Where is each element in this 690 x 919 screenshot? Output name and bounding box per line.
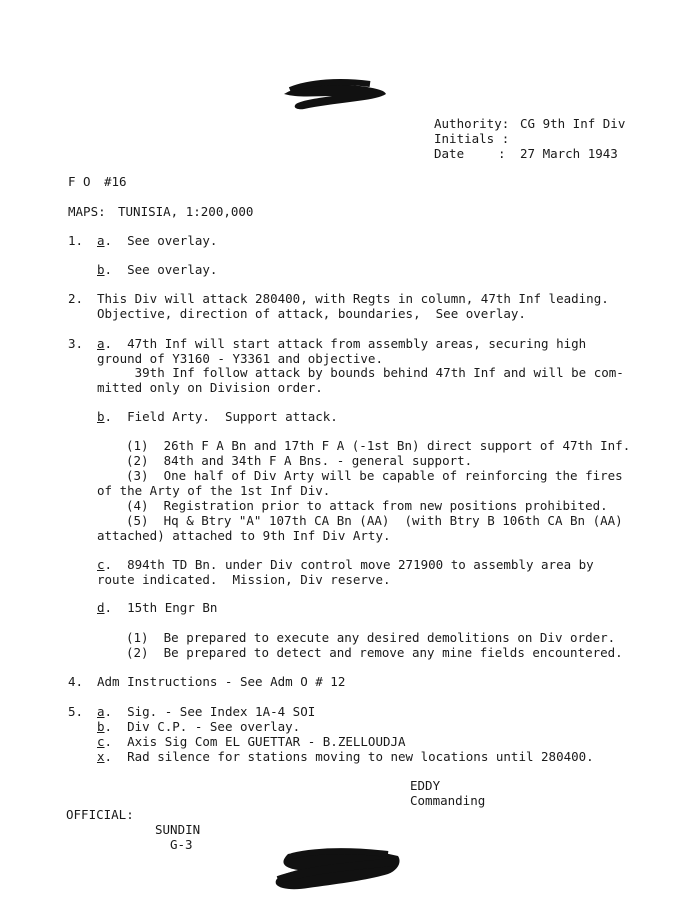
para5-x-text: . Rad silence for stations moving to new locations until 280400. <box>104 749 594 764</box>
para3-b-letter: b <box>97 409 105 424</box>
para3-a-line3: 39th Inf follow attack by bounds behind 47th Inf and will be com- <box>97 365 624 380</box>
para3-c-text: . 894th TD Bn. under Div control move 271900 to assembly area by <box>104 557 594 572</box>
para3-b-item-3-cont: of the Arty of the 1st Inf Div. <box>97 483 331 498</box>
para5-a-letter: a <box>97 704 105 719</box>
fo-number: #16 <box>104 174 127 189</box>
para2-number: 2. <box>68 291 84 306</box>
para3-b-item-1: (1) 26th F A Bn and 17th F A (-1st Bn) direct support of 47th Inf. <box>126 438 631 453</box>
para3-d <box>97 601 217 615</box>
para1-a <box>97 234 217 248</box>
redaction-mark-top <box>280 76 390 112</box>
para5-c-letter: c <box>97 734 105 749</box>
para3-d-letter: d <box>97 600 105 615</box>
para1-a-text: . See overlay. <box>104 233 218 248</box>
para5-item-x <box>97 750 594 764</box>
para3-b-item-2: (2) 84th and 34th F A Bns. - general support. <box>126 453 473 468</box>
authority-value: CG 9th Inf Div <box>520 116 626 131</box>
maps-value: TUNISIA, 1:200,000 <box>118 204 254 219</box>
para3-b-text: . Field Arty. Support attack. <box>104 409 338 424</box>
para3-c-line2: route indicated. Mission, Div reserve. <box>97 572 391 587</box>
para1-b <box>97 263 217 277</box>
para1-number: 1. <box>68 233 84 248</box>
para3-number: 3. <box>68 336 84 351</box>
para4-number: 4. <box>68 674 84 689</box>
para3-a-line2: ground of Y3160 - Y3361 and objective. <box>97 351 383 366</box>
official-name: SUNDIN <box>155 822 201 837</box>
para5-b-text: . Div C.P. - See overlay. <box>104 719 301 734</box>
para3-d-text: . 15th Engr Bn <box>104 600 218 615</box>
para1-b-text: . See overlay. <box>104 262 218 277</box>
para3-b <box>97 410 338 424</box>
maps-label: MAPS: <box>68 204 106 219</box>
para5-x-letter: x <box>97 749 105 764</box>
official-label: OFFICIAL: <box>66 807 134 822</box>
para3-b-item-4: (4) Registration prior to attack from new positions prohibited. <box>126 498 608 513</box>
para1-b-letter: b <box>97 262 105 277</box>
para3-a-text: . 47th Inf will start attack from assembly areas, securing high <box>104 336 587 351</box>
para5-item-a <box>97 705 315 719</box>
initials-label: Initials : <box>434 131 510 146</box>
authority-label: Authority: <box>434 116 510 131</box>
para5-b-letter: b <box>97 719 105 734</box>
date-label: Date <box>434 146 465 161</box>
para3-c-letter: c <box>97 557 105 572</box>
para3-b-item-3: (3) One half of Div Arty will be capable of reinforcing the fires <box>126 468 623 483</box>
para3-b-item-5-cont: attached) attached to 9th Inf Div Arty. <box>97 528 391 543</box>
redaction-mark-bottom <box>268 840 408 896</box>
para5-c-text: . Axis Sig Com EL GUETTAR - B.ZELLOUDJA <box>104 734 406 749</box>
para1-a-letter: a <box>97 233 105 248</box>
para2-line2: Objective, direction of attack, boundaries, See overlay. <box>97 306 526 321</box>
para5-number: 5. <box>68 704 84 719</box>
para4-text: Adm Instructions - See Adm O # 12 <box>97 674 346 689</box>
para2-line1: This Div will attack 280400, with Regts in column, 47th Inf leading. <box>97 291 609 306</box>
para3-d-item-1: (1) Be prepared to execute any desired demolitions on Div order. <box>126 630 616 645</box>
para5-a-text: . Sig. - See Index 1A-4 SOI <box>104 704 316 719</box>
para5-item-c <box>97 735 406 749</box>
official-office: G-3 <box>170 837 193 852</box>
date-value: 27 March 1943 <box>520 146 618 161</box>
date-colon: : <box>498 146 506 161</box>
para3-c-line1 <box>97 558 594 572</box>
para5-item-b <box>97 720 300 734</box>
fo-label: F O <box>68 174 91 189</box>
para3-b-item-5: (5) Hq & Btry "A" 107th CA Bn (AA) (with Btry B 106th CA Bn (AA) <box>126 513 623 528</box>
signature-title: Commanding <box>410 793 486 808</box>
signature-name: EDDY <box>410 778 441 793</box>
para3-d-item-2: (2) Be prepared to detect and remove any mine fields encountered. <box>126 645 623 660</box>
para3-a-line4: mitted only on Division order. <box>97 380 323 395</box>
para3-a-line1 <box>97 337 586 351</box>
para3-a-letter: a <box>97 336 105 351</box>
